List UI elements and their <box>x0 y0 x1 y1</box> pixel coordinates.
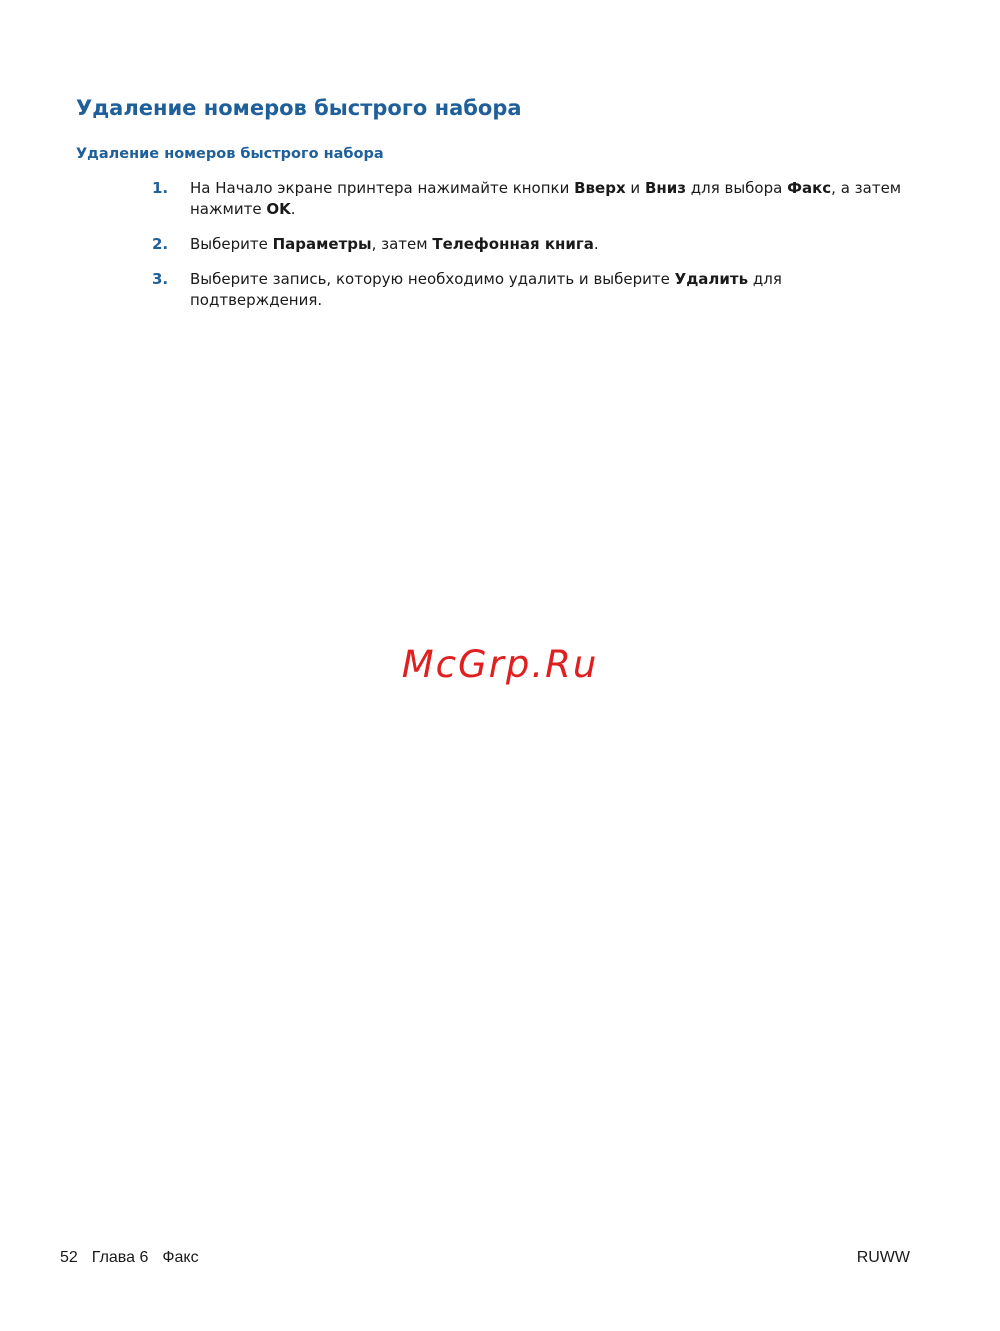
step-item <box>152 178 912 220</box>
step-number: 3. <box>152 270 169 288</box>
page-footer <box>60 1249 910 1269</box>
steps-list <box>152 178 912 325</box>
step-item <box>152 269 912 311</box>
menu-name-phonebook: Телефонная книга <box>432 235 594 253</box>
locale-code: RUWW <box>856 1249 910 1266</box>
page-title: Удаление номеров быстрого набора <box>76 96 522 120</box>
step-text: На Начало экране принтера нажимайте кнопки Вверх и Вниз для выбора Факс, а затем нажмите OK. <box>190 179 902 218</box>
footer-left <box>60 1249 213 1267</box>
step-item <box>152 234 912 255</box>
button-name-up: Вверх <box>574 179 626 197</box>
button-name-down: Вниз <box>644 179 686 197</box>
section-title: Удаление номеров быстрого набора <box>76 146 384 162</box>
menu-name-delete: Удалить <box>674 270 749 288</box>
button-name-ok: OK <box>266 200 291 218</box>
step-text: Выберите Параметры, затем Телефонная книга. <box>190 235 599 253</box>
menu-name-settings: Параметры <box>272 235 372 253</box>
chapter-label: Глава 6 <box>91 1249 149 1266</box>
page-number: 52 <box>60 1249 78 1266</box>
watermark: McGrp.Ru <box>401 643 599 686</box>
step-number: 1. <box>152 179 169 197</box>
chapter-name: Факс <box>162 1249 199 1266</box>
menu-name-fax: Факс <box>787 179 832 197</box>
step-number: 2. <box>152 235 169 253</box>
step-text: Выберите запись, которую необходимо удалить и выберите Удалить для подтверждения. <box>190 270 782 309</box>
